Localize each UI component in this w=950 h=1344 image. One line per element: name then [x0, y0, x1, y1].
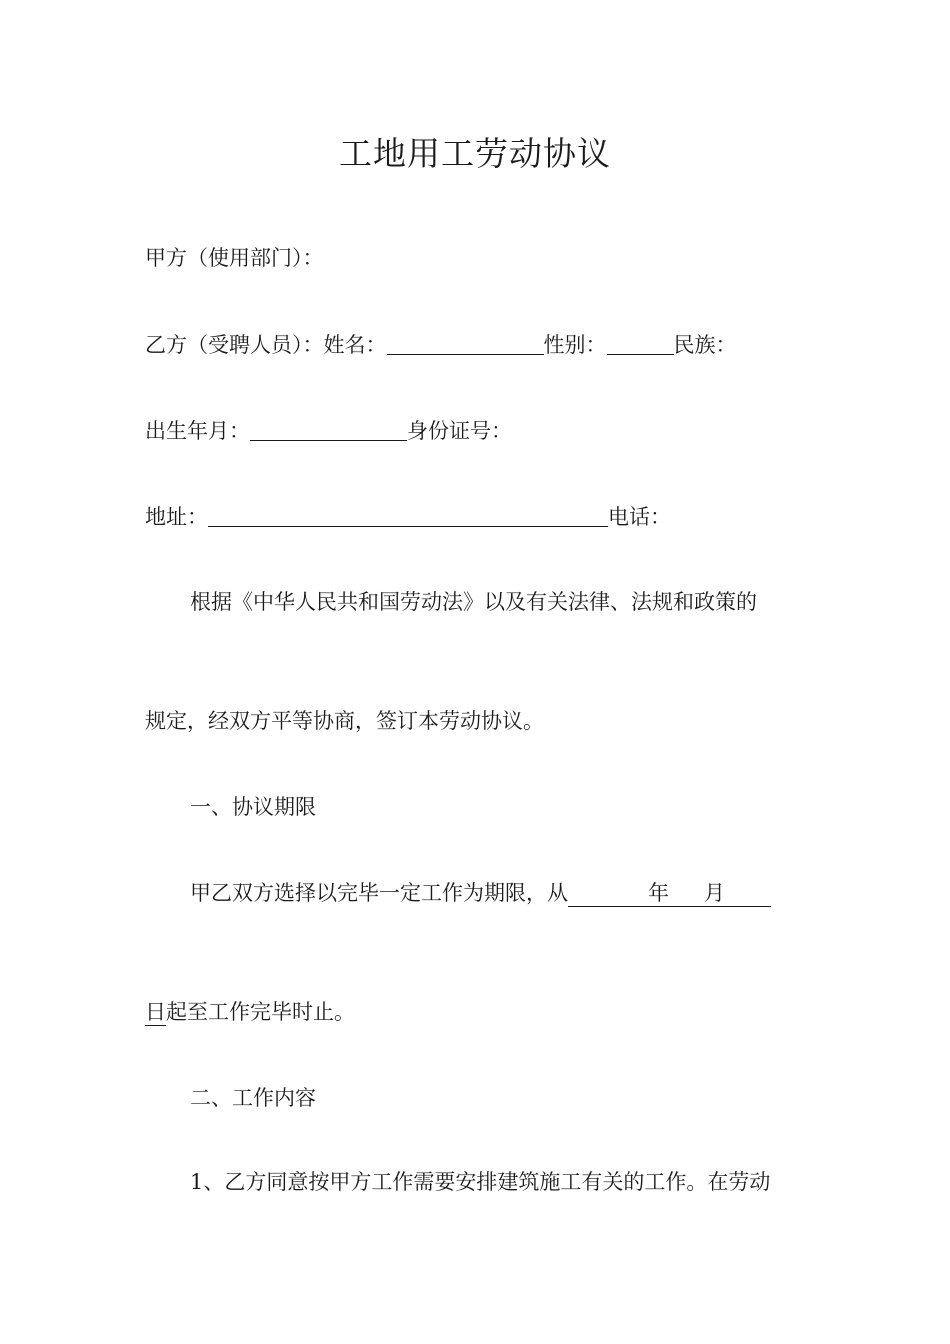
intro-line-2: 规定，经双方平等协商，签订本劳动协议。 [145, 709, 544, 733]
day-label: 日 [145, 1000, 166, 1024]
month-label: 月 [704, 881, 725, 905]
address-blank[interactable] [208, 504, 608, 527]
party-b-name-label: 乙方（受聘人员）：姓名： [145, 333, 387, 357]
section-2-item-1: 1、乙方同意按甲方工作需要安排建筑施工有关的工作。在劳动 [190, 1170, 771, 1194]
document-title: 工地用工劳动协议 [339, 134, 611, 173]
address-line [145, 501, 671, 531]
section-1-line-2-text: 起至工作完毕时止。 [166, 1000, 355, 1024]
party-b-line [145, 329, 737, 359]
start-date-field[interactable] [568, 880, 771, 907]
birth-line [145, 415, 512, 445]
address-label: 地址： [145, 505, 208, 529]
section-1-line-2 [145, 997, 355, 1027]
section-1-heading: 一、协议期限 [190, 795, 316, 819]
gender-label: 性别： [543, 333, 607, 357]
intro-line-1: 根据《中华人民共和国劳动法》以及有关法律、法规和政策的 [190, 590, 757, 614]
phone-label: 电话： [608, 505, 671, 529]
gender-blank[interactable] [607, 332, 674, 355]
party-a-line [145, 243, 324, 273]
year-label: 年 [648, 881, 669, 905]
section-1-line-1 [190, 878, 771, 908]
section-1-text: 甲乙双方选择以完毕一定工作为期限，从 [190, 881, 568, 905]
birth-label: 出生年月： [145, 419, 250, 443]
ethnicity-label: 民族： [673, 333, 737, 357]
name-blank[interactable] [387, 332, 544, 355]
birth-blank[interactable] [250, 418, 407, 441]
id-number-label: 身份证号： [407, 419, 512, 443]
section-2-heading: 二、工作内容 [190, 1086, 316, 1110]
party-a-label: 甲方（使用部门）： [145, 246, 324, 270]
